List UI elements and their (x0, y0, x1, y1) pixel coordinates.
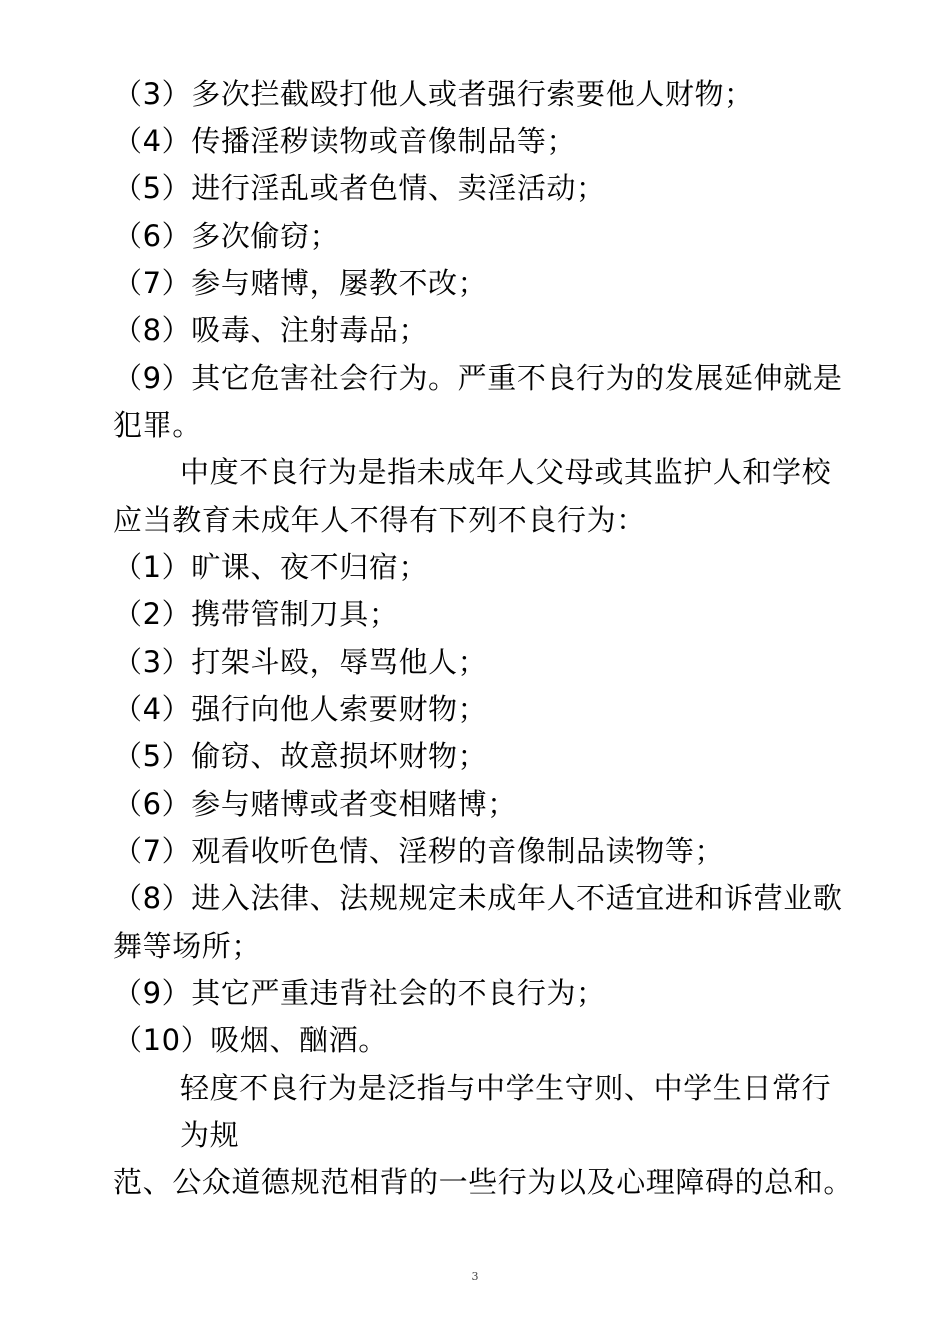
list-item: （10）吸烟、酗酒。 (113, 1023, 388, 1057)
paragraph-line: 应当教育未成年人不得有下列不良行为： (113, 503, 646, 537)
list-item: （8）吸毒、注射毒品； (113, 313, 429, 347)
list-item: （7）观看收听色情、淫秽的音像制品读物等； (113, 834, 725, 868)
list-item: （5）偷窃、故意损坏财物； (113, 739, 488, 773)
list-item: （3）打架斗殴，辱骂他人； (113, 645, 488, 679)
list-item: （6）参与赌博或者变相赌博； (113, 787, 517, 821)
list-item: （4）强行向他人索要财物； (113, 692, 488, 726)
list-item: （9）其它危害社会行为。严重不良行为的发展延伸就是 (113, 361, 843, 395)
text-line: 犯罪。 (113, 408, 202, 442)
list-item: （3）多次拦截殴打他人或者强行索要他人财物； (113, 77, 754, 111)
list-item: （4）传播淫秽读物或音像制品等； (113, 124, 577, 158)
paragraph-line: 范、公众道德规范相背的一些行为以及心理障碍的总和。 (113, 1165, 854, 1199)
list-item: （7）参与赌博，屡教不改； (113, 266, 488, 300)
paragraph-line: 为规 (180, 1118, 240, 1152)
list-item: （8）进入法律、法规规定未成年人不适宜进和诉营业歌 (113, 881, 843, 915)
list-item: （2）携带管制刀具； (113, 597, 399, 631)
paragraph-line: 轻度不良行为是泛指与中学生守则、中学生日常行 (180, 1071, 832, 1105)
list-item: （5）进行淫乱或者色情、卖淫活动； (113, 171, 606, 205)
list-item: （9）其它严重违背社会的不良行为； (113, 976, 606, 1010)
list-item: （1）旷课、夜不归宿； (113, 550, 429, 584)
page-number: 3 (471, 1270, 479, 1283)
text-line: 舞等场所； (113, 929, 262, 963)
paragraph-line: 中度不良行为是指未成年人父母或其监护人和学校 (180, 455, 832, 489)
list-item: （6）多次偷窃； (113, 219, 340, 253)
